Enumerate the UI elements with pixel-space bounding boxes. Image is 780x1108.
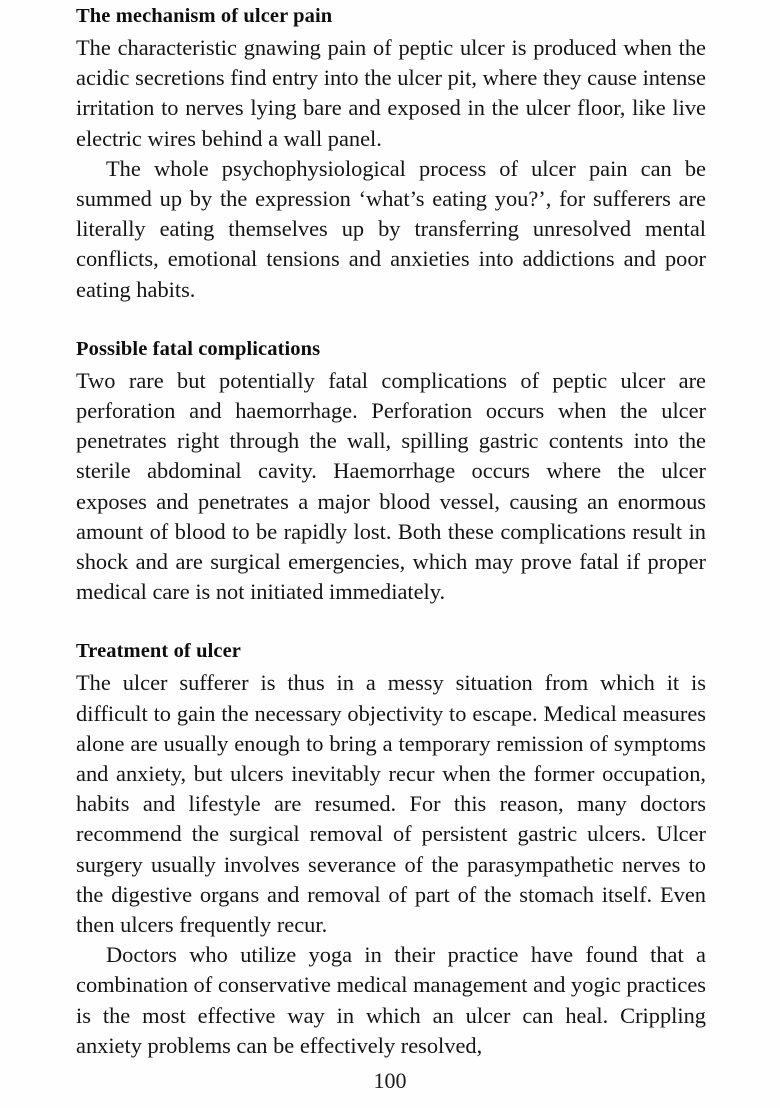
paragraph: The whole psychophysiological process of ulcer pain can be summed up by the expression ‘what’s eating you?’, for sufferers are literally eating themselves up by transferring unresolved mental conflicts, emotional tensions and anxieties into addictions and poor eating habits. — [76, 155, 706, 302]
page-number: 100 — [373, 1068, 407, 1093]
section-heading-possible-fatal-complications: Possible fatal complications — [76, 337, 321, 360]
page-footer — [0, 1068, 780, 1094]
paragraph: The ulcer sufferer is thus in a messy situation from which it is difficult to gain the necessary objectivity to escape. Medical measures alone are usually enough to bring a temporary remission of symptoms and anxiety, but ulcers inevitably recur when the former occupation, habits and lifestyle are resumed. For this reason, many doctors recommend the surgical removal of persistent gastric ulcers. Ulcer surgery usually involves severance of the parasympathetic nerves to the digestive organs and removal of part of the stomach itself. Even then ulcers frequently recur. — [76, 670, 706, 938]
paragraph: Two rare but potentially fatal complications of peptic ulcer are perforation and haemorrhage. Perforation occurs when the ulcer penetrates right through the wall, spilling gastric contents into the sterile abdominal cavity. Haemorrhage occurs where the ulcer exposes and penetrates a major blood vessel, causing an enormous amount of blood to be rapidly lost. Both these complications result in shock and are surgical emergencies, which may prove fatal if proper medical care is not initiated immediately. — [76, 367, 706, 605]
paragraph: Doctors who utilize yoga in their practice have found that a combination of conservative medical management and yogic practices is the most effective way in which an ulcer can heal. Crippling anxiety problems can be effectively resolved, — [76, 942, 706, 1058]
section-heading-mechanism-of-ulcer-pain: The mechanism of ulcer pain — [76, 5, 333, 27]
paragraph: The characteristic gnawing pain of peptic ulcer is produced when the acidic secretions find entry into the ulcer pit, where they cause intense irritation to nerves lying bare and exposed in the ulcer floor, like live electric wires behind a wall panel. — [76, 35, 706, 151]
section-heading-treatment-of-ulcer: Treatment of ulcer — [76, 640, 241, 663]
page-content — [76, 0, 706, 1061]
